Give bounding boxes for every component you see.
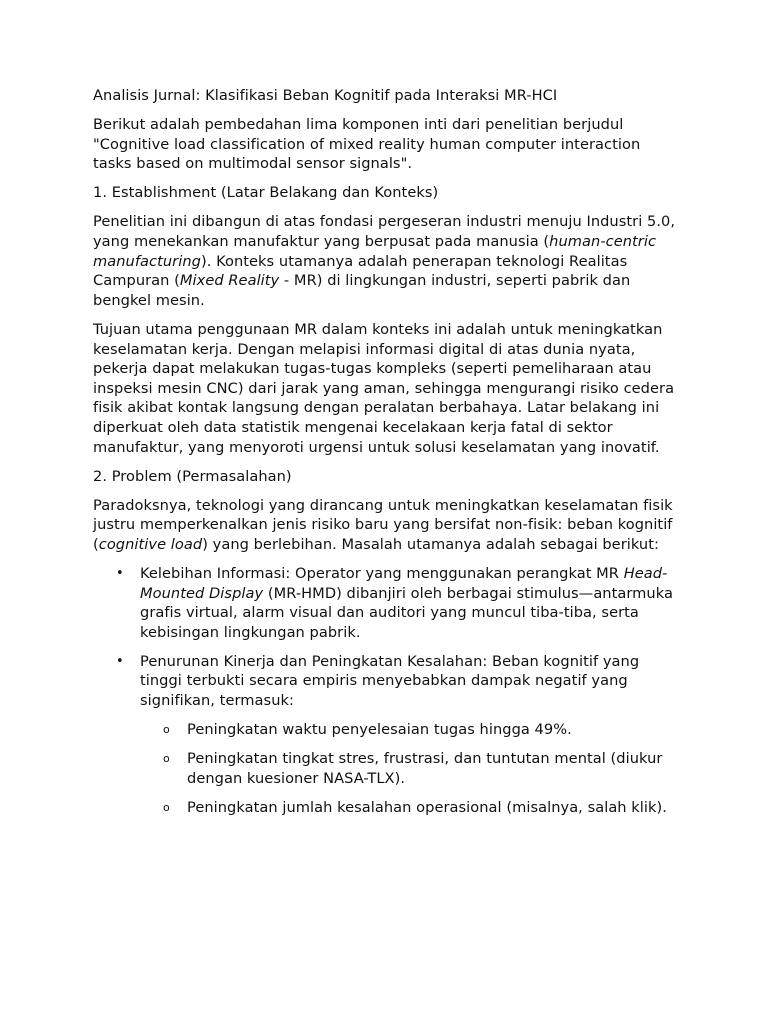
- italic-term: Mixed Reality: [179, 272, 280, 290]
- text-run: ) yang berlebihan. Masalah utamanya adalah sebagai berikut:: [202, 535, 659, 553]
- list-item: [93, 564, 683, 642]
- text-run: Penurunan Kinerja dan Peningkatan Kesalahan: Beban kognitif yang tinggi terbukti secara empiris menyebabkan dampak negatif yang signifikan, termasuk:: [140, 652, 640, 710]
- text-run: ). Konteks utamanya adalah penerapan teknologi Realitas Campuran (: [93, 252, 628, 290]
- document-page: [93, 86, 683, 827]
- intro-paragraph: Berikut adalah pembedahan lima komponen inti dari penelitian berjudul "Cognitive load classification of mixed reality human computer interaction tasks based on multimodal sensor signals".: [93, 116, 641, 173]
- sub-bullet-marker: o: [163, 800, 170, 814]
- italic-term: Head-Mounted Display: [140, 564, 668, 602]
- text-run: Peningkatan tingkat stres, frustrasi, dan tuntutan mental (diukur dengan kuesioner NASA-TLX).: [187, 750, 663, 787]
- text-run: Peningkatan jumlah kesalahan operasional (misalnya, salah klik).: [187, 798, 667, 816]
- text-run: Kelebihan Informasi: Operator yang menggunakan perangkat MR: [140, 564, 624, 582]
- problem-bullet-list: [93, 564, 683, 818]
- establishment-paragraph-2: Tujuan utama penggunaan MR dalam konteks ini adalah untuk meningkatkan keselamatan kerja. Dengan melapisi informasi digital di atas dunia nyata, pekerja dapat melakukan tugas-tugas kompleks (seperti pemeliharaan atau inspeksi mesin CNC) dari jarak yang aman, sehingga mengurangi risiko cedera fisik akibat kontak langsung dengan peralatan berbahaya. Latar belakang ini diperkuat oleh data statistik mengenai kecelakaan kerja fatal di sektor manufaktur, yang menyoroti urgensi untuk solusi keselamatan yang inovatif.: [93, 320, 675, 456]
- list-item: [93, 652, 683, 818]
- sub-bullet-list: [140, 720, 683, 817]
- text-run: (MR-HMD) dibanjiri oleh berbagai stimulus—antarmuka grafis virtual, alarm visual dan auditori yang muncul tiba-tiba, serta kebisingan lingkungan pabrik.: [140, 584, 673, 641]
- section-heading-establishment: 1. Establishment (Latar Belakang dan Konteks): [93, 184, 439, 202]
- establishment-paragraph-1: [93, 212, 683, 310]
- text-run: - MR) di lingkungan industri, seperti pabrik dan bengkel mesin.: [93, 272, 631, 309]
- sub-bullet-marker: o: [163, 752, 170, 766]
- sub-bullet-marker: o: [163, 723, 170, 737]
- text-run: Penelitian ini dibangun di atas fondasi pergeseran industri menuju Industri 5.0, yang menekankan manufaktur yang berpusat pada manusia (: [93, 213, 676, 251]
- bullet-marker: •: [116, 653, 124, 669]
- bullet-marker: •: [116, 565, 124, 581]
- sub-list-item: [140, 720, 683, 740]
- text-run: Peningkatan waktu penyelesaian tugas hingga 49%.: [187, 721, 572, 739]
- section-heading-problem: 2. Problem (Permasalahan): [93, 467, 292, 485]
- sub-list-item: [140, 798, 683, 818]
- italic-term: cognitive load: [98, 535, 203, 553]
- sub-list-item: [140, 749, 683, 788]
- document-title: Analisis Jurnal: Klasifikasi Beban Kognitif pada Interaksi MR-HCI: [93, 87, 558, 104]
- italic-term: human-centric manufacturing: [93, 233, 657, 270]
- problem-paragraph-1: [93, 496, 683, 555]
- text-run: Paradoksnya, teknologi yang dirancang untuk meningkatkan keselamatan fisik justru memperkenalkan jenis risiko baru yang bersifat non-fisik: beban kognitif (: [93, 496, 673, 553]
